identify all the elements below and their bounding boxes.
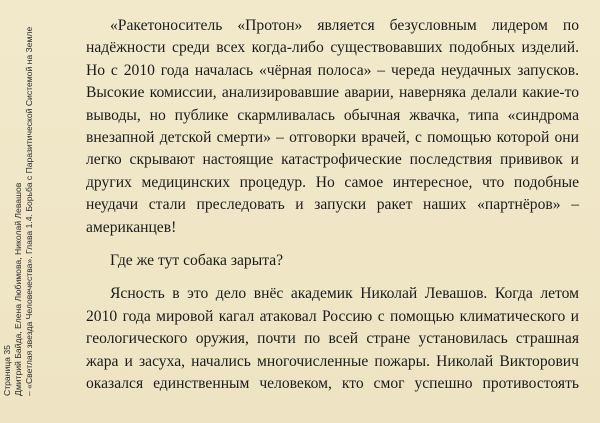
text-line: жара и засуха, начались многочисленные пожары. Николай Викторович [86, 352, 579, 370]
text-line: геологического оружия, почти по всей стране установилась страшная [86, 330, 579, 348]
text-line: неудачи стали преследовать и запуски ракет наших «партнёров» – [86, 196, 579, 214]
text-line: выводы, но публике скармливалась обычная жвачка, типа «синдрома [86, 106, 579, 124]
paragraph-question [62, 250, 579, 272]
text-line: оказался единственным человеком, кто смог успешно противостоять [86, 375, 579, 393]
text-line: американцев! [86, 218, 177, 236]
body-text [62, 15, 579, 396]
paragraph-proton [62, 15, 579, 239]
margin-note [2, 0, 48, 423]
paragraph-levashov [62, 283, 579, 395]
text-line: 2010 года мировой кагал атаковал Россию с помощью климатического и [86, 307, 579, 325]
book-authors: Дмитрий Байда, Елена Любимова, Николай Левашов [12, 182, 23, 396]
text-line: других медицинских процедур. Но самое интересное, что подобные [86, 173, 579, 191]
text-line: надёжности среди всех когда-либо существовавших подобных изделий. [86, 39, 579, 57]
text-line: Но с 2010 года началась «чёрная полоса» – череда неудачных запусков. [86, 61, 579, 79]
book-title-chapter: – «Светлая звезда Человечества». Глава 1.4. Борьба с Паразитической Системой на Земле [23, 26, 34, 396]
text-line: Ясность в это дело внёс академик Николай Левашов. Когда летом [110, 285, 579, 303]
margin-note-rotated [2, 4, 34, 396]
text-line: легко скрывают настоящие катастрофические последствия прививок и [86, 151, 579, 169]
text-line: Высокие комиссии, анализировавшие аварии, наверняка делали какие-то [86, 84, 579, 102]
text-line: «Ракетоноситель «Протон» является безусловным лидером по [110, 17, 579, 34]
text-line: Где же тут собака зарыта? [110, 252, 284, 270]
page-number-label: Страница 35 [2, 345, 12, 396]
text-line: внезапной детской смерти» – отговорки врачей, с помощью которой они [86, 129, 579, 147]
